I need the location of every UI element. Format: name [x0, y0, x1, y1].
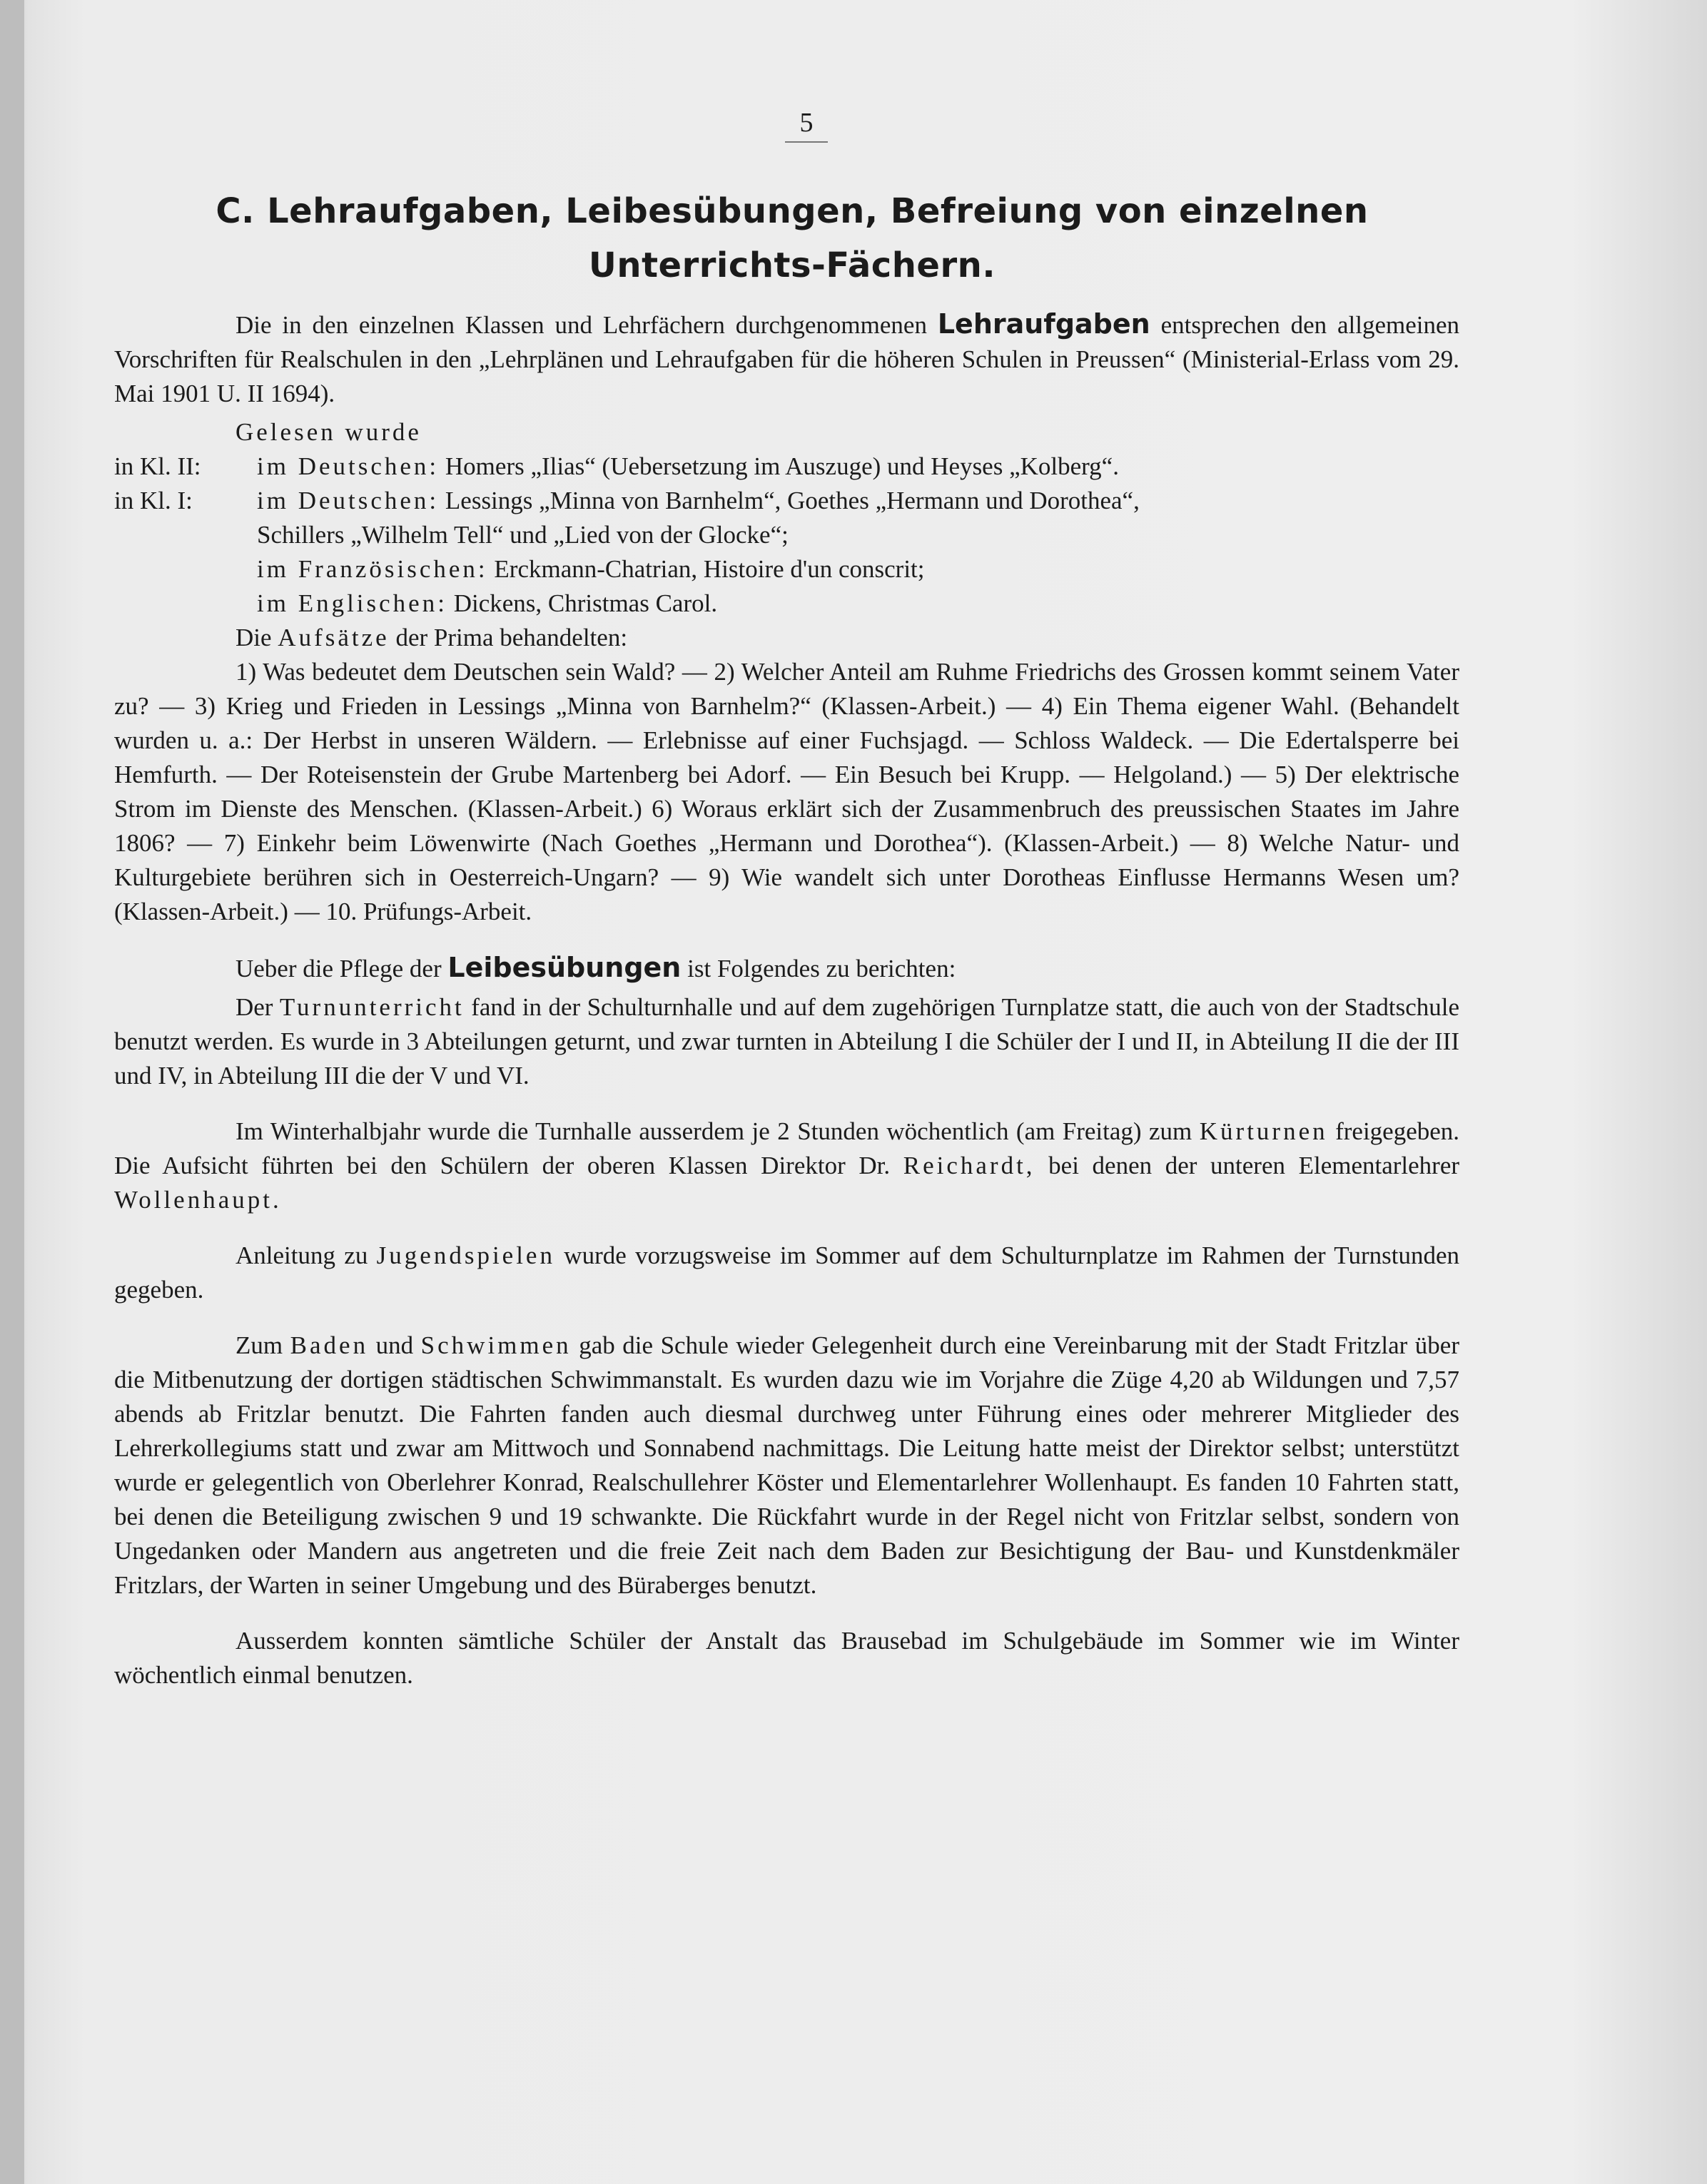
section-heading: C. Lehraufgaben, Leibesübungen, Befreiung von einzelnen Unterrichts-Fächern.: [216, 191, 1369, 285]
reading-kl2: [114, 450, 1459, 484]
text-run: und: [375, 1331, 414, 1359]
keyword-lehraufgaben: Lehraufgaben: [937, 308, 1150, 340]
paragraph-baden: [114, 1329, 1459, 1603]
text-run: Der: [235, 993, 273, 1021]
keyword-aufsaetze: Aufsätze: [278, 624, 390, 651]
page-number: 5: [785, 107, 828, 143]
reading-kl1-english: [257, 586, 1459, 621]
leibesuebungen-intro: [114, 950, 1459, 986]
text-run: Im Winterhalbjahr wurde die Turnhalle ausserdem je 2 Stunden wöchentlich (am Freitag) zum: [235, 1117, 1192, 1145]
reading-works: Erckmann-Chatrian, Histoire d'un conscrit;: [494, 555, 925, 583]
text-run: fand in der Schulturnhalle und auf dem zugehörigen Turnplatze statt, die auch von der Stadtschule benutzt werden. Es wurde in 3 Abteilungen geturnt, und zwar turnten in Abteilung I die Schüler der I und II, in Abteilung II die der III und IV, in Abteilung III die der V und VI.: [114, 993, 1460, 1090]
gelesen-line: Gelesen wurde: [235, 418, 422, 446]
subject-label: im Englischen:: [257, 589, 447, 617]
keyword-jugendspiele: Jugendspielen: [376, 1241, 555, 1269]
reading-works: Homers „Ilias“ (Uebersetzung im Auszuge) und Heyses „Kolberg“.: [445, 452, 1119, 480]
class-label: in Kl. I:: [114, 487, 193, 514]
reading-kl1-line2: Schillers „Wilhelm Tell“ und „Lied von der Glocke“;: [257, 521, 789, 549]
class-label: in Kl. II:: [114, 452, 201, 480]
reading-kl1-french: [257, 552, 1459, 586]
text-run: Die: [235, 624, 272, 651]
subject-label: im Deutschen:: [257, 487, 440, 514]
text-run: der Prima behandelten:: [395, 624, 628, 651]
page-edge: [0, 0, 24, 2184]
name-reichardt: Reichardt,: [903, 1152, 1035, 1179]
text-run: freigegeben. Die Aufsicht führten bei den Schülern der oberen Klassen Direktor Dr.: [114, 1117, 1460, 1179]
name-wollenhaupt: Wollenhaupt.: [114, 1186, 282, 1214]
text-run: gab die Schule wieder Gelegenheit durch eine Vereinbarung mit der Stadt Fritzlar über die Mitbenutzung der dortigen städtischen Schwimmanstalt. Es wurden dazu wie im Vorjahre die Züge 4,20 ab Wildungen und 7,57 abends ab Fritzlar benutzt. Die Fahrten fanden auch diesmal durchweg unter Führung eines oder mehrerer Mitglieder des Lehrerkollegiums statt und zwar am Mittwoch und Sonnabend nachmittags. Die Leitung hatte meist der Direktor selbst; unterstützt wurde er gelegentlich von Oberlehrer Konrad, Realschullehrer Köster und Elementarlehrer Wollenhaupt. Es fanden 10 Fahrten statt, bei denen die Beteiligung zwischen 9 und 19 schwankte. Die Rückfahrt wurde in der Regel nicht von Fritzlar selbst, sondern von Ungedanken oder Mandern aus angetreten und die freie Zeit nach dem Baden zur Besichtigung der Bau- und Kunstdenkmäler Fritzlars, der Warten in seiner Umgebung und des Büraberges benutzt.: [114, 1331, 1459, 1599]
aufsaetze-list: 1) Was bedeutet dem Deutschen sein Wald? — 2) Welcher Anteil am Ruhme Friedrichs des Grossen kommt seinem Vater zu? — 3) Krieg und Frieden in Lessings „Minna von Barnhelm?“ (Klassen-Arbeit.) — 4) Ein Thema eigener Wahl. (Behandelt wurden u. a.: Der Herbst in unseren Wäldern. — Erlebnisse auf einer Fuchsjagd. — Schloss Waldeck. — Die Edertalsperre bei Hemfurth. — Der Roteisenstein der Grube Martenberg bei Adorf. — Ein Besuch bei Krupp. — Helgoland.) — 5) Der elektrische Strom im Dienste des Menschen. (Klassen-Arbeit.) 6) Woraus erklärt sich der Zusammenbruch des preussischen Staates im Jahre 1806? — 7) Einkehr beim Löwenwirte (Nach Goethes „Hermann und Dorothea“). (Klassen-Arbeit.) — 8) Welche Natur- und Kulturgebiete berühren sich in Oesterreich-Ungarn? — 9) Wie wandelt sich unter Dorotheas Einflusse Hermanns Wesen um? (Klassen-Arbeit.) — 10. Prüfungs-Arbeit.: [114, 658, 1459, 925]
text-run: wurde vorzugsweise im Sommer auf dem Schulturnplatze im Rahmen der Turnstunden gegeben.: [114, 1241, 1459, 1304]
text-run: Anleitung zu: [235, 1241, 368, 1269]
keyword-baden: Baden: [290, 1331, 369, 1359]
paragraph-turnunterricht: [114, 990, 1459, 1093]
reading-works: Dickens, Christmas Carol.: [453, 589, 718, 617]
text-run: Zum: [235, 1331, 283, 1359]
text-run: bei denen der unteren Elementarlehrer: [1048, 1152, 1460, 1179]
paragraph-winterhalbjahr: [114, 1114, 1459, 1217]
text-run: Die in den einzelnen Klassen und Lehrfächern durchgenommenen: [235, 311, 927, 339]
aufsaetze-intro: [235, 621, 1459, 655]
text-run: Ueber die Pflege der: [235, 955, 442, 982]
keyword-turnunterricht: Turnunterricht: [279, 993, 465, 1021]
subject-label: im Französischen:: [257, 555, 488, 583]
paragraph-brausebad: Ausserdem konnten sämtliche Schüler der Anstalt das Brausebad im Schulgebäude im Sommer wie im Winter wöchentlich einmal benutzen.: [114, 1627, 1459, 1689]
keyword-kuerturnen: Kürturnen: [1199, 1117, 1328, 1145]
text-run: entsprechen den allgemeinen Vorschriften für Realschulen in den „Lehrplänen und Lehraufgaben für die höheren Schulen in Preussen“ (Ministerial-Erlass vom 29. Mai 1901 U. II 1694).: [114, 311, 1460, 407]
text-run: ist Folgendes zu berichten:: [687, 955, 956, 982]
reading-text: [257, 450, 1459, 484]
reading-works: Lessings „Minna von Barnhelm“, Goethes „Hermann und Dorothea“,: [445, 487, 1140, 514]
body-text: [114, 307, 1459, 1697]
subject-label: im Deutschen:: [257, 452, 440, 480]
paragraph-lehraufgaben: [114, 307, 1459, 411]
reading-kl1: [114, 484, 1459, 518]
reading-text: [257, 484, 1459, 518]
keyword-leibesuebungen: Leibesübungen: [447, 952, 682, 983]
keyword-schwimmen: Schwimmen: [420, 1331, 572, 1359]
paragraph-jugendspiele: [114, 1239, 1459, 1307]
